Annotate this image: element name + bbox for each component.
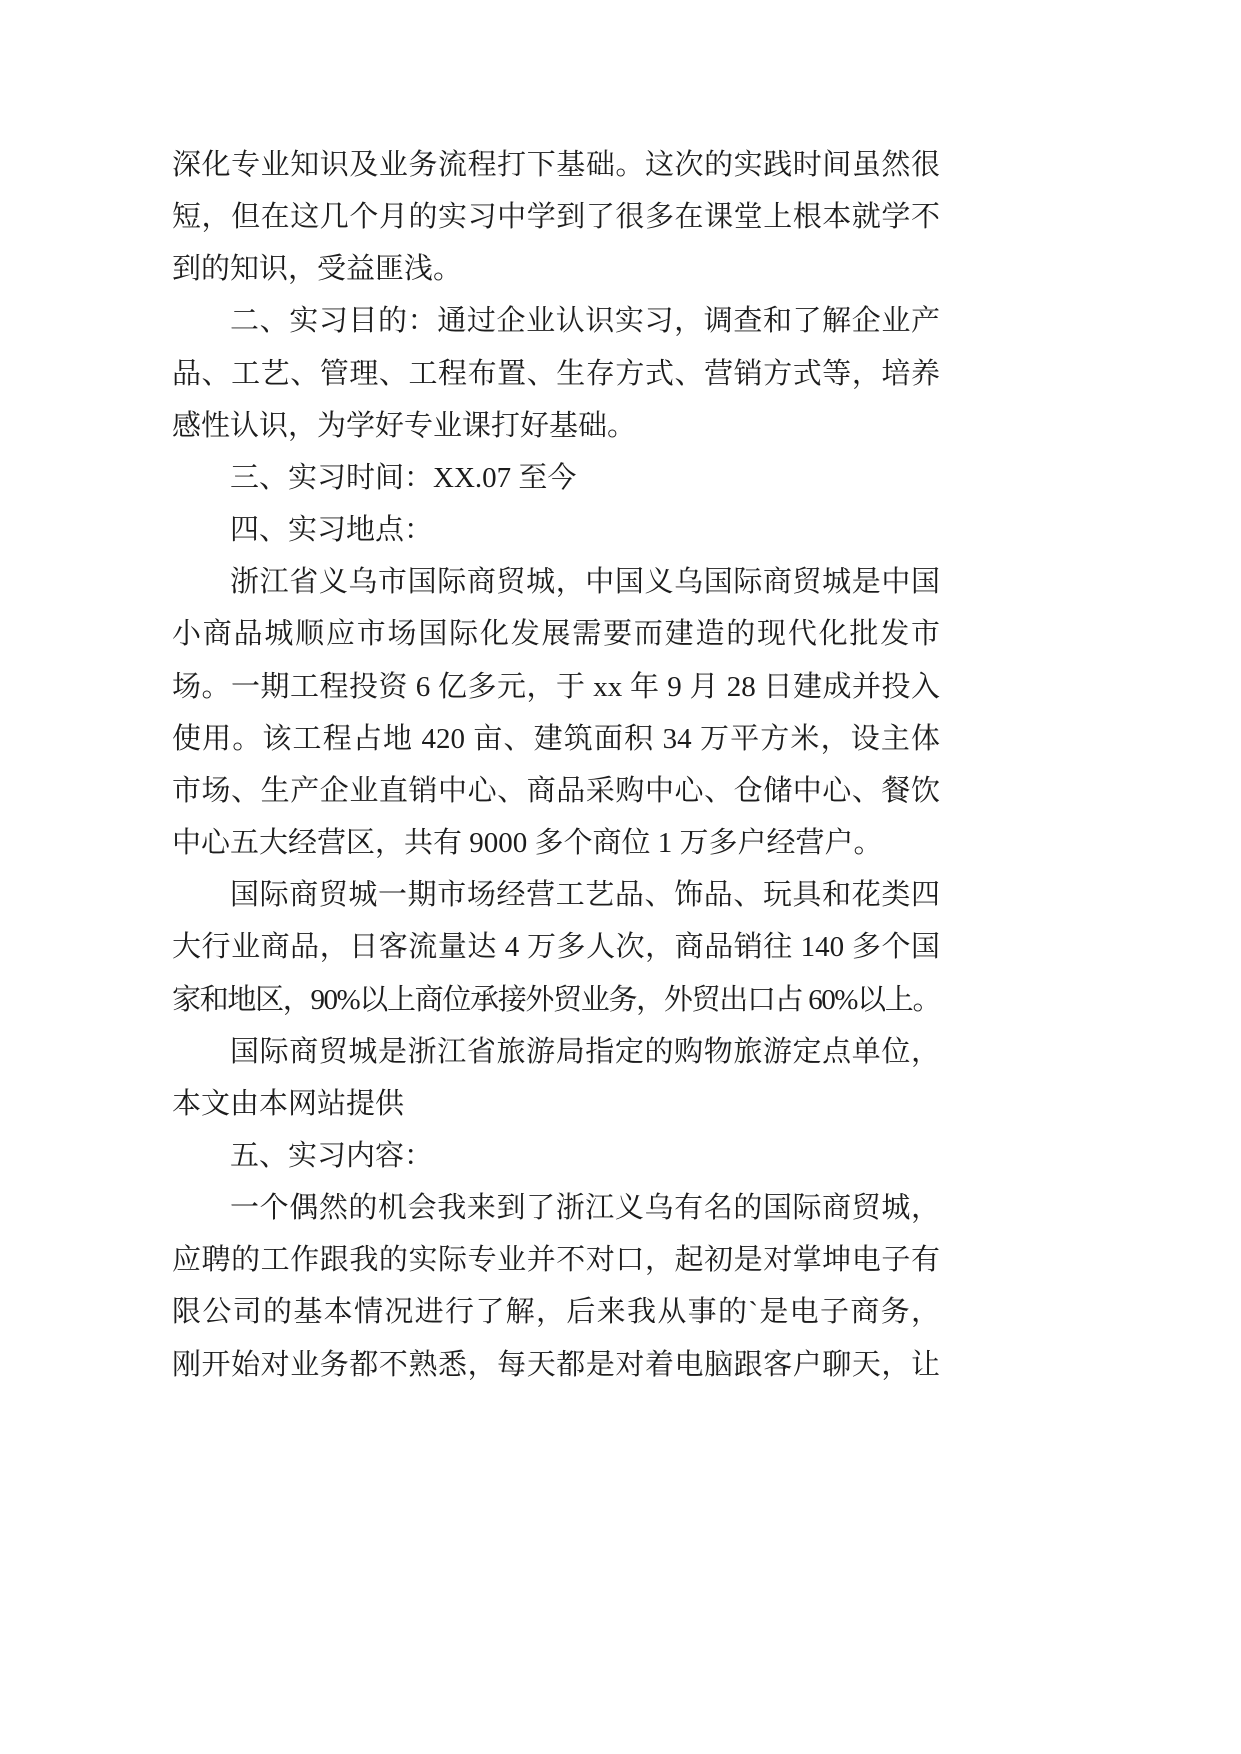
text-line: 使用。该工程占地 420 亩、建筑面积 34 万平方米，设主体: [172, 722, 940, 755]
text-line: 到的知识，受益匪浅。: [172, 253, 463, 286]
text-line: 场。一期工程投资 6 亿多元，于 xx 年 9 月 28 日建成并投入: [172, 670, 940, 703]
paragraph: [172, 139, 940, 295]
text-line: 浙江省义乌市国际商贸城，中国义乌国际商贸城是中国: [230, 566, 940, 599]
text-line: 四、实习地点：: [230, 514, 434, 547]
text-line: 国际商贸城一期市场经营工艺品、饰品、玩具和花类四: [230, 879, 940, 912]
text-line: 五、实习内容：: [230, 1139, 434, 1172]
text-line: 品、工艺、管理、工程布置、生存方式、营销方式等，培养: [172, 357, 940, 390]
paragraph: [172, 452, 940, 504]
text-line: 深化专业知识及业务流程打下基础。这次的实践时间虽然很: [172, 149, 940, 181]
paragraph: [172, 1130, 940, 1182]
text-line: 大行业商品，日客流量达 4 万多人次，商品销往 140 多个国: [172, 931, 940, 964]
paragraph: [172, 556, 940, 869]
document-body: [172, 139, 940, 1391]
paragraph: [172, 1026, 940, 1130]
text-line: 刚开始对业务都不熟悉，每天都是对着电脑跟客户聊天，让: [172, 1348, 940, 1381]
text-line: 感性认识，为学好专业课打好基础。: [172, 409, 637, 442]
text-line: 本文由本网站提供: [172, 1087, 405, 1120]
paragraph: [172, 1182, 940, 1391]
text-line: 小商品城顺应市场国际化发展需要而建造的现代化批发市: [172, 618, 940, 651]
text-line: 二、实习目的：通过企业认识实习，调查和了解企业产: [230, 305, 940, 338]
text-line: 三、实习时间：XX.07 至今: [230, 461, 577, 494]
text-line: 一个偶然的机会我来到了浙江义乌有名的国际商贸城，: [230, 1192, 940, 1225]
text-line: 限公司的基本情况进行了解，后来我从事的`是电子商务，: [172, 1296, 940, 1329]
text-line: 中心五大经营区，共有 9000 多个商位 1 万多户经营户。: [172, 827, 883, 860]
text-line: 国际商贸城是浙江省旅游局指定的购物旅游定点单位，: [230, 1035, 940, 1068]
paragraph: [172, 295, 940, 451]
text-line: 市场、生产企业直销中心、商品采购中心、仓储中心、餐饮: [172, 774, 940, 807]
text-line: 家和地区，90%以上商位承接外贸业务，外贸出口占 60%以上。: [172, 983, 940, 1016]
paragraph: [172, 869, 940, 1025]
text-line: 应聘的工作跟我的实际专业并不对口，起初是对掌坤电子有: [172, 1244, 940, 1277]
text-line: 短，但在这几个月的实习中学到了很多在课堂上根本就学不: [172, 201, 940, 234]
paragraph: [172, 504, 940, 556]
